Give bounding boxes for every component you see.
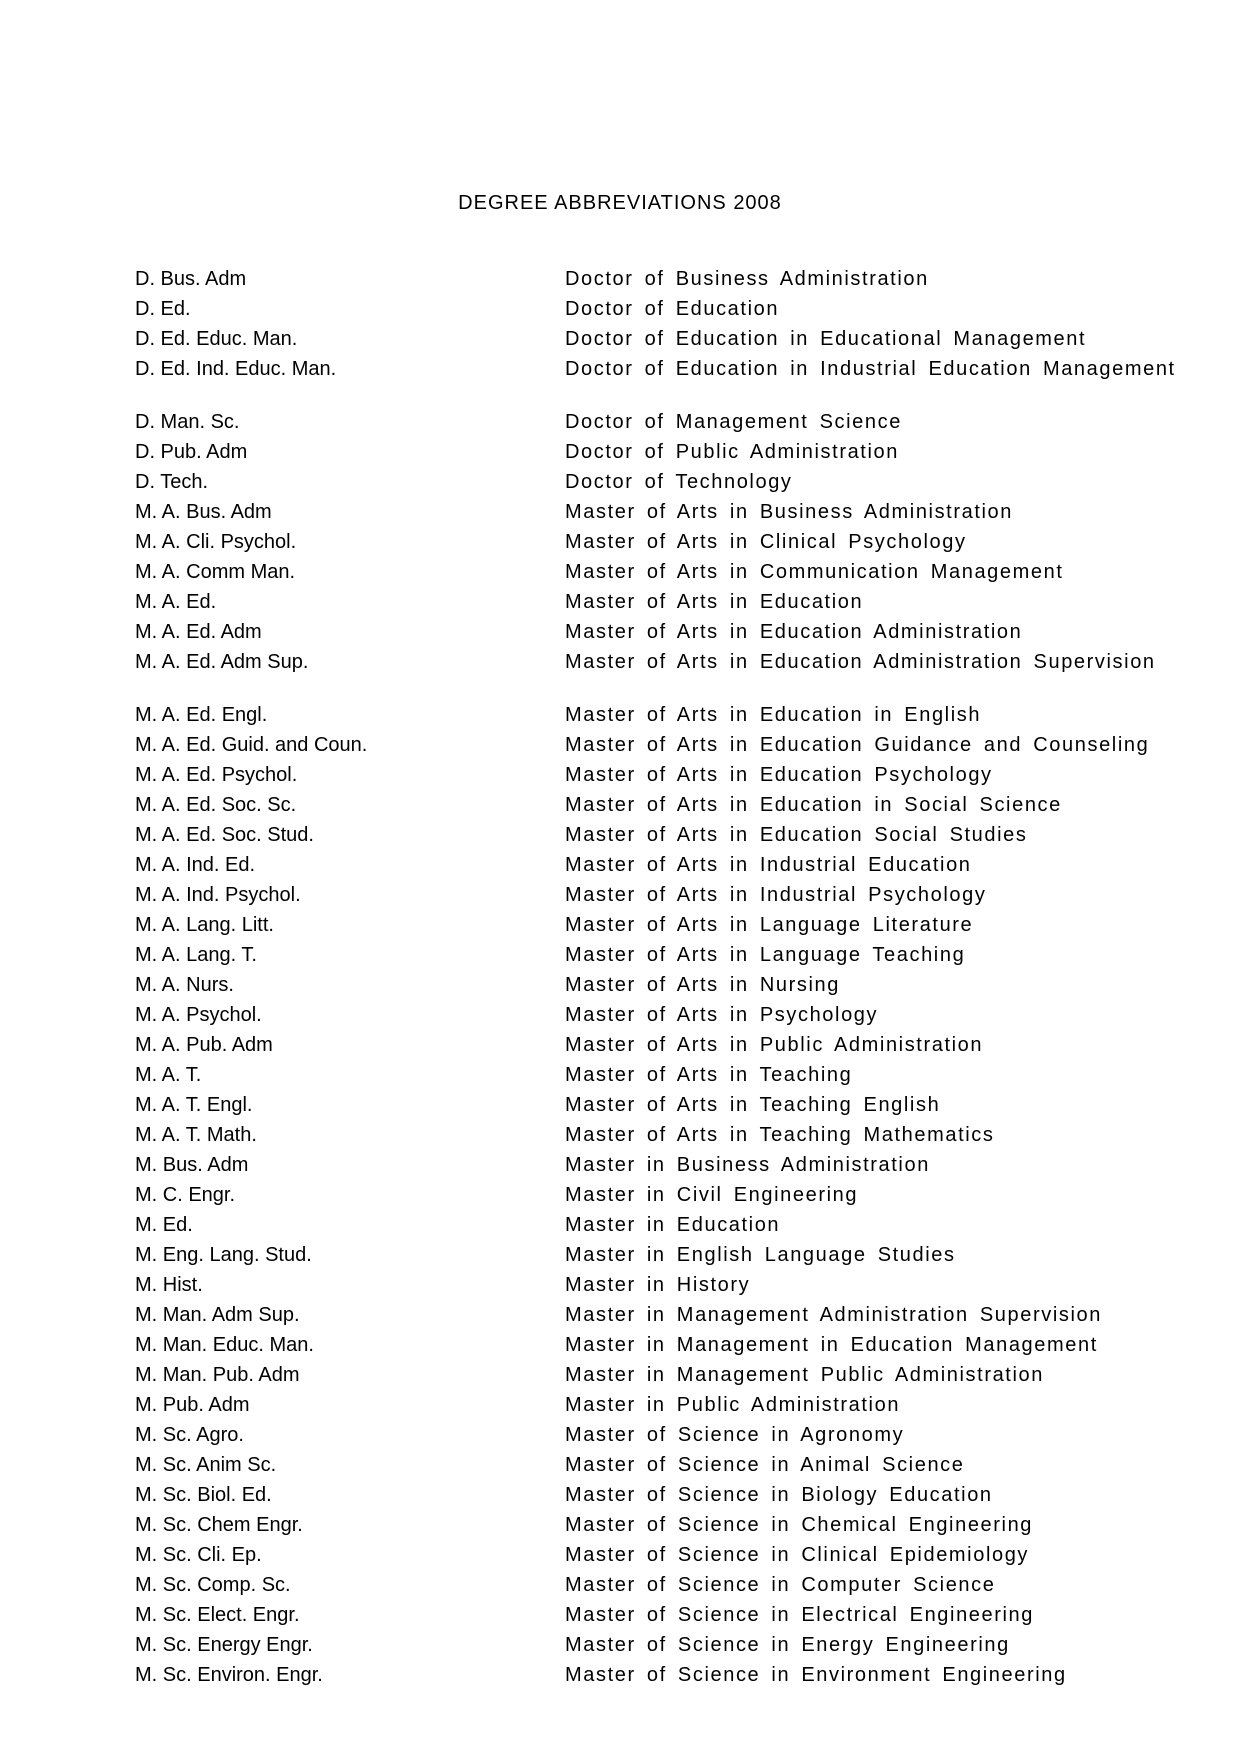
list-item [135, 1244, 1215, 1274]
degree-full-name: Doctor of Business Administration [565, 268, 929, 290]
list-item [135, 1214, 1215, 1244]
degree-full-name: Master in English Language Studies [565, 1244, 956, 1266]
abbreviation: M. A. Ed. Adm [135, 621, 262, 643]
degree-full-name: Master in Public Administration [565, 1394, 901, 1416]
abbreviation: D. Man. Sc. [135, 411, 240, 433]
list-item [135, 591, 1215, 621]
degree-full-name: Master of Arts in Education Psychology [565, 764, 993, 786]
list-item [135, 1154, 1215, 1184]
list-item [135, 1094, 1215, 1124]
abbreviation: M. A. Ed. Psychol. [135, 764, 298, 786]
abbreviation: M. A. Ed. Soc. Sc. [135, 794, 297, 816]
abbreviation-list [135, 268, 1215, 1694]
degree-full-name: Master in History [565, 1274, 751, 1296]
abbreviation: M. A. Ind. Ed. [135, 854, 256, 876]
abbreviation: M. Ed. [135, 1214, 193, 1236]
abbreviation: M. Sc. Elect. Engr. [135, 1604, 300, 1626]
degree-full-name: Master of Arts in Teaching English [565, 1094, 941, 1116]
degree-full-name: Master of Arts in Industrial Psychology [565, 884, 987, 906]
degree-full-name: Master of Science in Environment Engineering [565, 1664, 1067, 1686]
list-item [135, 824, 1215, 854]
degree-full-name: Master of Science in Energy Engineering [565, 1634, 1010, 1656]
list-item [135, 358, 1215, 411]
list-item [135, 298, 1215, 328]
list-item [135, 1004, 1215, 1034]
abbreviation: M. Pub. Adm [135, 1394, 250, 1416]
list-item [135, 1484, 1215, 1514]
abbreviation: M. Man. Adm Sup. [135, 1304, 300, 1326]
degree-full-name: Master of Arts in Education Social Studies [565, 824, 1028, 846]
list-item [135, 441, 1215, 471]
list-item [135, 1424, 1215, 1454]
list-item [135, 1634, 1215, 1664]
degree-full-name: Doctor of Management Science [565, 411, 902, 433]
degree-full-name: Master in Management Public Administration [565, 1364, 1044, 1386]
degree-full-name: Master of Science in Biology Education [565, 1484, 993, 1506]
list-item [135, 1184, 1215, 1214]
abbreviation: M. Hist. [135, 1274, 203, 1296]
list-item [135, 914, 1215, 944]
degree-full-name: Master of Arts in Language Teaching [565, 944, 966, 966]
list-item [135, 1124, 1215, 1154]
abbreviation: M. A. Ed. Engl. [135, 704, 268, 726]
degree-full-name: Master of Arts in Communication Management [565, 561, 1064, 583]
abbreviation: M. A. Lang. T. [135, 944, 257, 966]
list-item [135, 268, 1215, 298]
degree-full-name: Master of Arts in Teaching Mathematics [565, 1124, 995, 1146]
list-item [135, 651, 1215, 704]
abbreviation: M. A. Lang. Litt. [135, 914, 274, 936]
abbreviation: D. Bus. Adm [135, 268, 247, 290]
degree-full-name: Master in Education [565, 1214, 781, 1236]
abbreviation: M. Sc. Anim Sc. [135, 1454, 277, 1476]
abbreviation: M. Man. Pub. Adm [135, 1364, 300, 1386]
abbreviation: M. A. Psychol. [135, 1004, 262, 1026]
abbreviation: D. Ed. Ind. Educ. Man. [135, 358, 337, 380]
list-item [135, 1364, 1215, 1394]
abbreviation: M. A. Comm Man. [135, 561, 296, 583]
abbreviation: M. A. T. Engl. [135, 1094, 253, 1116]
degree-full-name: Master of Arts in Teaching [565, 1064, 853, 1086]
degree-full-name: Doctor of Education in Educational Management [565, 328, 1087, 350]
list-item [135, 1394, 1215, 1424]
abbreviation: M. A. Ed. Adm Sup. [135, 651, 309, 673]
degree-full-name: Master of Arts in Public Administration [565, 1034, 984, 1056]
degree-full-name: Master of Arts in Education in English [565, 704, 982, 726]
list-item [135, 1454, 1215, 1484]
abbreviation: M. Sc. Chem Engr. [135, 1514, 303, 1536]
degree-full-name: Master of Science in Computer Science [565, 1574, 996, 1596]
abbreviation: D. Tech. [135, 471, 208, 493]
degree-full-name: Master of Arts in Business Administration [565, 501, 1013, 523]
list-item [135, 854, 1215, 884]
abbreviation: M. A. Nurs. [135, 974, 234, 996]
list-item [135, 531, 1215, 561]
list-item [135, 764, 1215, 794]
degree-full-name: Master of Science in Electrical Engineering [565, 1604, 1034, 1626]
degree-full-name: Master of Arts in Education [565, 591, 864, 613]
degree-full-name: Master of Arts in Nursing [565, 974, 840, 996]
abbreviation: M. Man. Educ. Man. [135, 1334, 314, 1356]
abbreviation: M. Sc. Comp. Sc. [135, 1574, 291, 1596]
degree-full-name: Master of Science in Clinical Epidemiology [565, 1544, 1030, 1566]
degree-full-name: Master of Arts in Language Literature [565, 914, 974, 936]
degree-full-name: Doctor of Technology [565, 471, 793, 493]
list-item [135, 884, 1215, 914]
list-item [135, 794, 1215, 824]
abbreviation: M. A. Cli. Psychol. [135, 531, 297, 553]
list-item [135, 1514, 1215, 1544]
list-item [135, 1334, 1215, 1364]
abbreviation: M. C. Engr. [135, 1184, 236, 1206]
degree-full-name: Doctor of Public Administration [565, 441, 899, 463]
degree-full-name: Master of Arts in Industrial Education [565, 854, 972, 876]
abbreviation: M. A. T. [135, 1064, 202, 1086]
abbreviation: M. Eng. Lang. Stud. [135, 1244, 312, 1266]
list-item [135, 328, 1215, 358]
degree-full-name: Master in Management in Education Management [565, 1334, 1098, 1356]
list-item [135, 704, 1215, 734]
list-item [135, 944, 1215, 974]
abbreviation: D. Ed. Educ. Man. [135, 328, 298, 350]
degree-full-name: Master of Arts in Clinical Psychology [565, 531, 967, 553]
abbreviation: M. A. Ed. Guid. and Coun. [135, 734, 368, 756]
list-item [135, 471, 1215, 501]
degree-full-name: Master of Arts in Education Administration [565, 621, 1023, 643]
abbreviation: D. Ed. [135, 298, 191, 320]
list-item [135, 1664, 1215, 1694]
abbreviation: M. Bus. Adm [135, 1154, 249, 1176]
abbreviation: M. Sc. Biol. Ed. [135, 1484, 272, 1506]
degree-full-name: Master in Civil Engineering [565, 1184, 859, 1206]
degree-full-name: Master in Business Administration [565, 1154, 930, 1176]
degree-full-name: Doctor of Education in Industrial Education Management [565, 358, 1176, 380]
abbreviation: M. A. T. Math. [135, 1124, 257, 1146]
degree-full-name: Master of Science in Chemical Engineering [565, 1514, 1034, 1536]
page-title: DEGREE ABBREVIATIONS 2008 [458, 192, 782, 214]
degree-full-name: Master in Management Administration Supervision [565, 1304, 1102, 1326]
abbreviation: M. A. Ed. [135, 591, 217, 613]
abbreviation: D. Pub. Adm [135, 441, 248, 463]
abbreviation: M. Sc. Agro. [135, 1424, 244, 1446]
list-item [135, 561, 1215, 591]
abbreviation: M. Sc. Energy Engr. [135, 1634, 313, 1656]
abbreviation: M. A. Ind. Psychol. [135, 884, 301, 906]
list-item [135, 1064, 1215, 1094]
degree-full-name: Master of Arts in Psychology [565, 1004, 879, 1026]
abbreviation: M. A. Pub. Adm [135, 1034, 273, 1056]
abbreviation: M. A. Bus. Adm [135, 501, 272, 523]
degree-full-name: Master of Arts in Education Guidance and Counseling [565, 734, 1150, 756]
degree-full-name: Master of Arts in Education in Social Science [565, 794, 1062, 816]
degree-full-name: Master of Science in Agronomy [565, 1424, 905, 1446]
list-item [135, 1034, 1215, 1064]
degree-full-name: Master of Arts in Education Administration Supervision [565, 651, 1156, 673]
list-item [135, 734, 1215, 764]
list-item [135, 1274, 1215, 1304]
list-item [135, 621, 1215, 651]
list-item [135, 974, 1215, 1004]
list-item [135, 1544, 1215, 1574]
list-item [135, 1304, 1215, 1334]
list-item [135, 1574, 1215, 1604]
degree-full-name: Doctor of Education [565, 298, 780, 320]
abbreviation: M. A. Ed. Soc. Stud. [135, 824, 314, 846]
abbreviation: M. Sc. Cli. Ep. [135, 1544, 262, 1566]
abbreviation: M. Sc. Environ. Engr. [135, 1664, 323, 1686]
degree-full-name: Master of Science in Animal Science [565, 1454, 965, 1476]
list-item [135, 1604, 1215, 1634]
list-item [135, 501, 1215, 531]
list-item [135, 411, 1215, 441]
